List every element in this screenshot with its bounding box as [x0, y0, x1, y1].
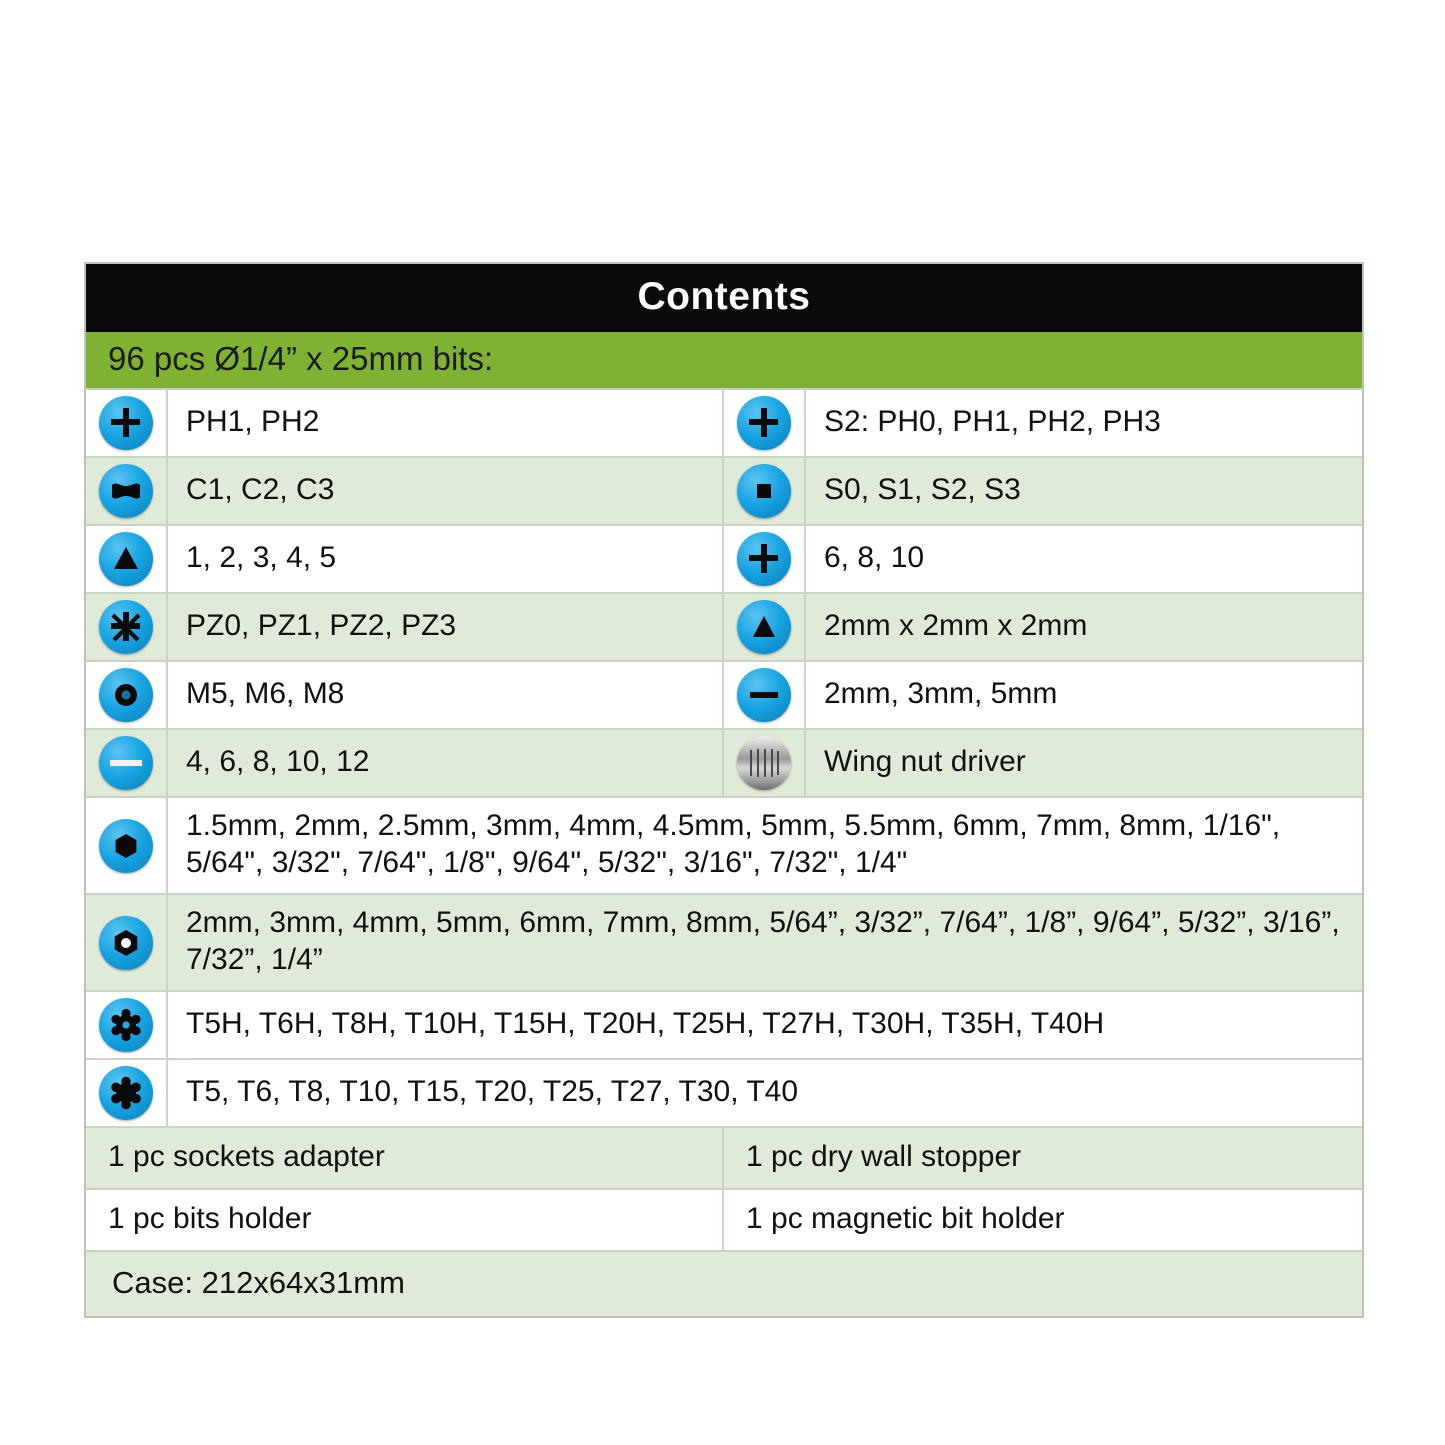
hex-socket-bit-icon	[86, 895, 168, 990]
row-text: 2mm x 2mm x 2mm	[824, 608, 1088, 642]
row-half-right	[724, 594, 1362, 660]
row-text: 1, 2, 3, 4, 5	[186, 540, 337, 574]
row-half-left	[86, 730, 724, 796]
table-row	[86, 798, 1362, 895]
torx-tamper-bit-icon	[86, 992, 168, 1058]
row-text: M5, M6, M8	[186, 676, 345, 710]
square-bit-glyph	[737, 464, 791, 518]
row-half-left	[86, 526, 724, 592]
row-text: S0, S1, S2, S3	[824, 472, 1021, 506]
row-text: Wing nut driver	[824, 744, 1026, 778]
phillips-bit-glyph	[737, 396, 791, 450]
contents-label-card	[84, 262, 1364, 1318]
table-row	[86, 992, 1362, 1060]
triangle-bit-icon	[724, 594, 806, 660]
phillips-bit-glyph	[737, 532, 791, 586]
row-half-left	[86, 662, 724, 728]
table-row	[86, 662, 1362, 730]
pozidriv-bit-icon	[86, 594, 168, 660]
row-text: S2: PH0, PH1, PH2, PH3	[824, 404, 1161, 438]
clutch-bit-icon	[86, 458, 168, 524]
table-row	[86, 458, 1362, 526]
slotted-bit-glyph	[737, 668, 791, 722]
row-text: 4, 6, 8, 10, 12	[186, 744, 370, 778]
torx-bit-icon	[86, 1060, 168, 1126]
clutch-bit-glyph	[99, 464, 153, 518]
torx-tamper-bit-glyph	[99, 998, 153, 1052]
slotted-bit-icon	[724, 662, 806, 728]
row-text: T5H, T6H, T8H, T10H, T15H, T20H, T25H, T27H, T30H, T35H, T40H	[186, 1007, 1105, 1041]
wing-nut-driver-icon	[724, 730, 806, 796]
row-half-right	[724, 458, 1362, 524]
row-half-left	[86, 458, 724, 524]
twelve-point-bit-glyph	[99, 668, 153, 722]
bits-subtitle: 96 pcs Ø1/4” x 25mm bits:	[86, 332, 1362, 390]
table-row	[86, 390, 1362, 458]
phillips-bit-icon	[724, 526, 806, 592]
torx-bit-glyph	[99, 1066, 153, 1120]
accessory-right: 1 pc magnetic bit holder	[724, 1190, 1362, 1250]
page-title: Contents	[86, 264, 1362, 332]
row-text: C1, C2, C3	[186, 472, 335, 506]
row-full	[86, 992, 1362, 1058]
triangle-bit-icon	[86, 526, 168, 592]
hex-bit-glyph	[99, 819, 153, 873]
row-text: 6, 8, 10	[824, 540, 925, 574]
row-full	[86, 798, 1362, 893]
twelve-point-bit-icon	[86, 662, 168, 728]
pozidriv-bit-glyph	[99, 600, 153, 654]
table-row	[86, 526, 1362, 594]
phillips-bit-icon	[724, 390, 806, 456]
accessory-left: 1 pc sockets adapter	[86, 1128, 724, 1188]
table-row	[86, 895, 1362, 992]
table-row	[86, 1252, 1362, 1316]
slotted-bit-icon	[86, 730, 168, 796]
row-half-left	[86, 594, 724, 660]
row-half-right	[724, 390, 1362, 456]
slotted-bit-glyph	[99, 736, 153, 790]
triangle-bit-glyph	[99, 532, 153, 586]
row-full	[86, 1060, 1362, 1126]
table-row	[86, 730, 1362, 798]
table-row	[86, 1128, 1362, 1190]
row-half-right	[724, 526, 1362, 592]
row-text: 2mm, 3mm, 5mm	[824, 676, 1058, 710]
wing-nut-driver-glyph	[737, 736, 791, 790]
phillips-bit-icon	[86, 390, 168, 456]
case-dimensions: Case: 212x64x31mm	[86, 1252, 1362, 1316]
row-text: 1.5mm, 2mm, 2.5mm, 3mm, 4mm, 4.5mm, 5mm, 5.5mm, 6mm, 7mm, 8mm, 1/16", 5/64", 3/32", 7/64", 1/8", 9/64", 5/32", 3/16", 7/32", 1/4"	[186, 809, 1281, 879]
accessory-left: 1 pc bits holder	[86, 1190, 724, 1250]
hex-bit-icon	[86, 798, 168, 893]
row-text: PZ0, PZ1, PZ2, PZ3	[186, 608, 457, 642]
row-text: PH1, PH2	[186, 404, 320, 438]
square-bit-icon	[724, 458, 806, 524]
row-half-right	[724, 662, 1362, 728]
row-text: T5, T6, T8, T10, T15, T20, T25, T27, T30, T40	[186, 1075, 799, 1109]
accessory-right: 1 pc dry wall stopper	[724, 1128, 1362, 1188]
hex-socket-bit-glyph	[99, 916, 153, 970]
row-text: 2mm, 3mm, 4mm, 5mm, 6mm, 7mm, 8mm, 5/64”, 3/32”, 7/64”, 1/8”, 9/64”, 5/32”, 3/16”, 7/32”, 1/4”	[186, 906, 1340, 976]
row-half-right	[724, 730, 1362, 796]
phillips-bit-glyph	[99, 396, 153, 450]
table-row	[86, 594, 1362, 662]
table-row	[86, 1060, 1362, 1128]
table-row	[86, 1190, 1362, 1252]
triangle-bit-glyph	[737, 600, 791, 654]
row-half-left	[86, 390, 724, 456]
row-full	[86, 895, 1362, 990]
